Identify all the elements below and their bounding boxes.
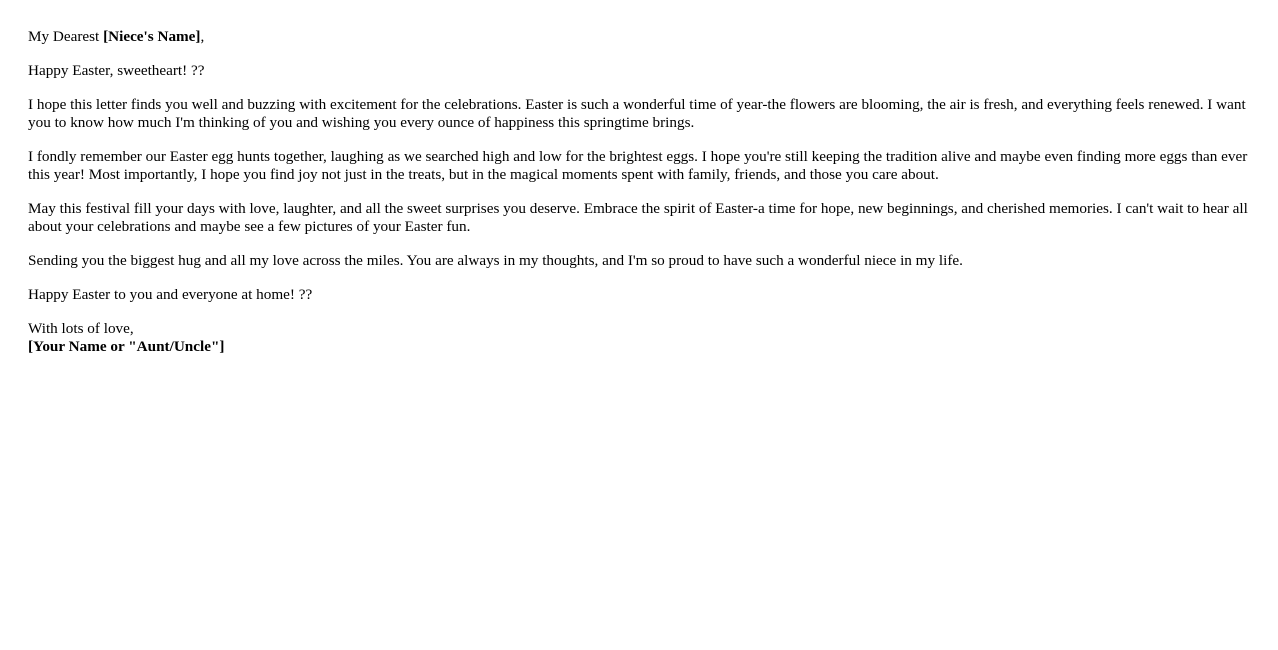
greeting-suffix: ,: [200, 28, 205, 45]
sign-off: With lots of love,: [28, 320, 134, 337]
paragraph-4: Sending you the biggest hug and all my love across the miles. You are always in my thoughts, and I'm so proud to have such a wonderful niece in my life.: [28, 252, 963, 269]
greeting-prefix: My Dearest: [28, 28, 104, 45]
paragraph-2: I fondly remember our Easter egg hunts together, laughing as we searched high and low for the brightest eggs. I hope you're still keeping the tradition alive and maybe even finding more eggs than ever this year! Most importantly, I hope you find joy not just in the treats, but in the magical moments spent with family, friends, and those you care about.: [28, 148, 1248, 183]
greeting-line: [28, 28, 1254, 46]
closing-wish: Happy Easter to you and everyone at home! ??: [28, 286, 313, 303]
paragraph-1: I hope this letter finds you well and buzzing with excitement for the celebrations. Easter is such a wonderful time of year-the flowers are blooming, the air is fresh, and everything feels renewed. I want you to know how much I'm thinking of you and wishing you every ounce of happiness this springtime brings.: [28, 96, 1246, 131]
paragraph-3: May this festival fill your days with love, laughter, and all the sweet surprises you deserve. Embrace the spirit of Easter-a time for hope, new beginnings, and cherished memories. I can't wait to hear all about your celebrations and maybe see a few pictures of your Easter fun.: [28, 200, 1248, 235]
recipient-name: [Niece's Name]: [103, 28, 201, 45]
sign-off-block: [28, 320, 1254, 356]
opening-line: Happy Easter, sweetheart! ??: [28, 62, 205, 79]
letter-body: [28, 28, 1254, 372]
signature: [Your Name or "Aunt/Uncle"]: [28, 338, 225, 355]
